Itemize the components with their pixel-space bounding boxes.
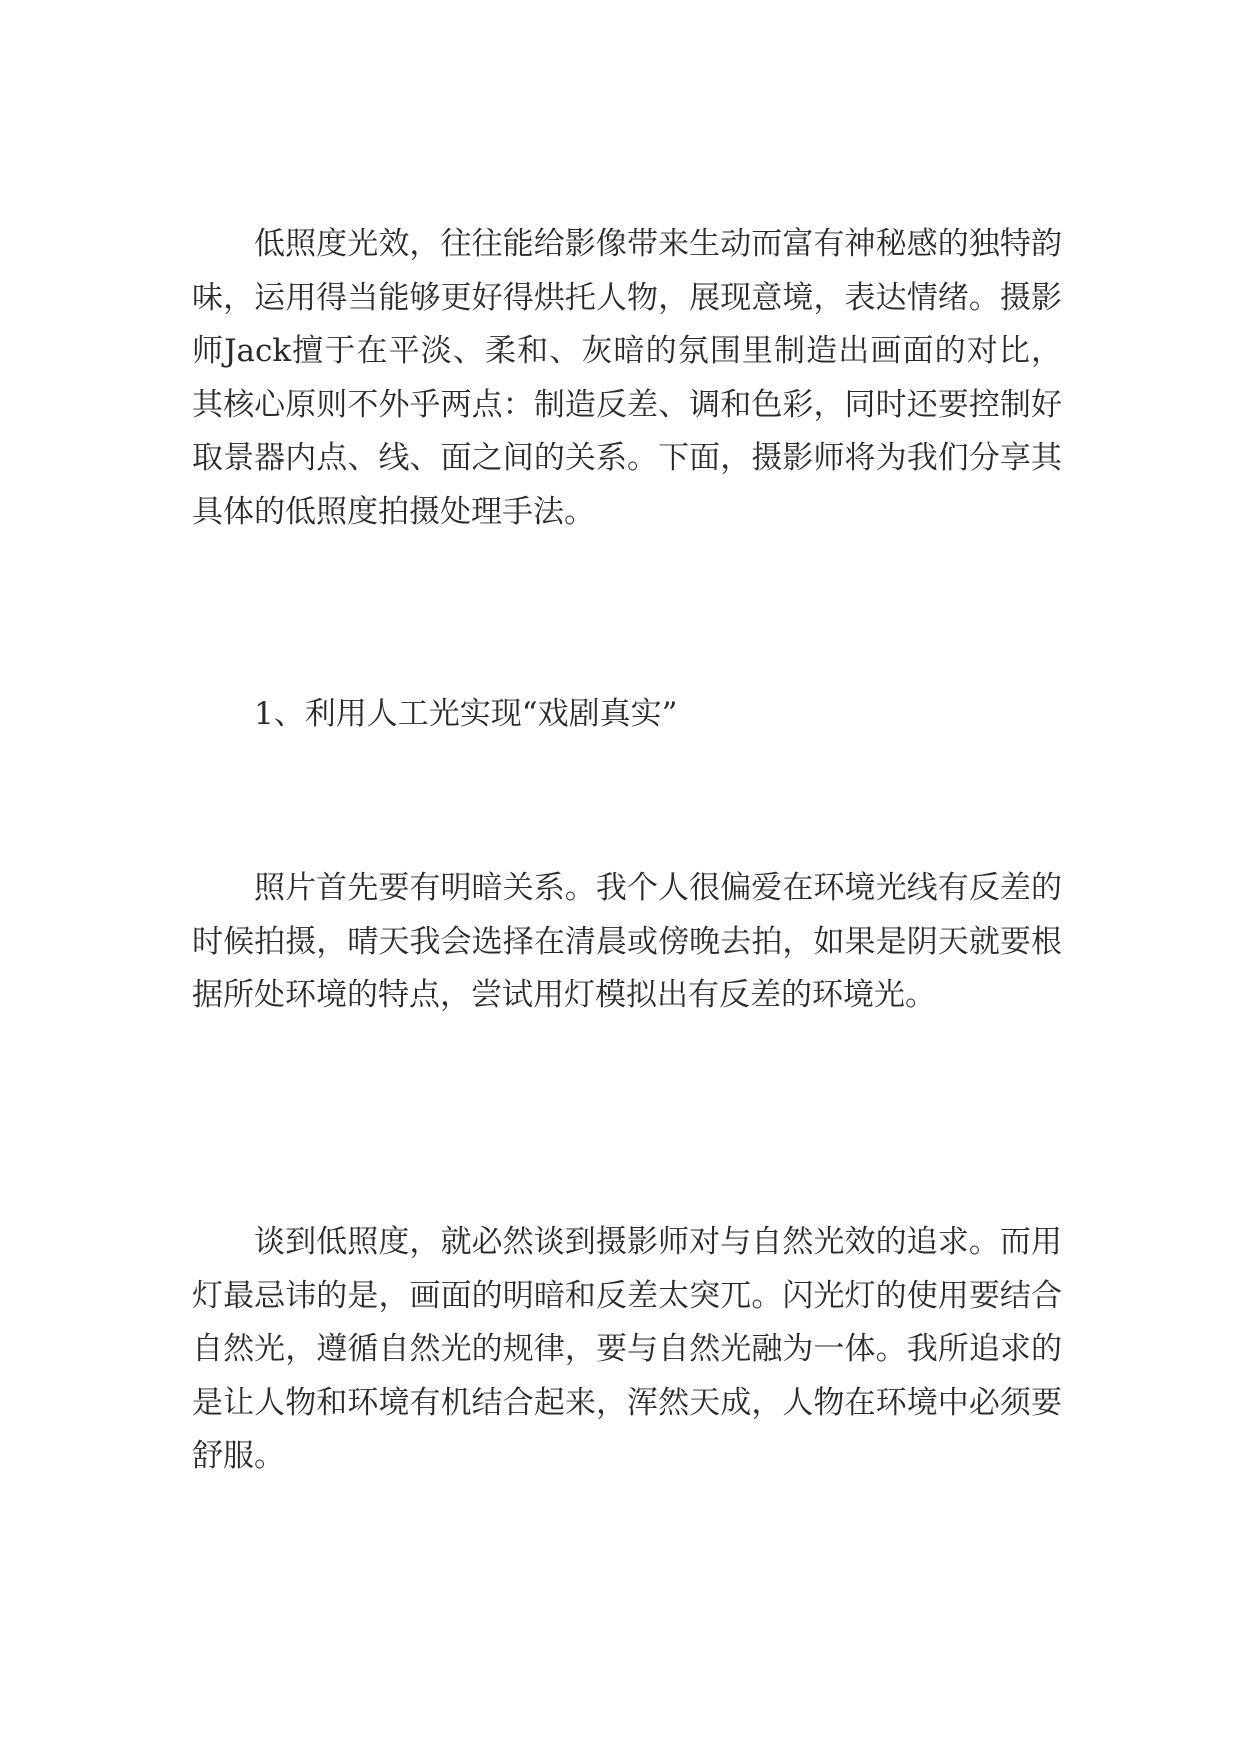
body-paragraph-2: 谈到低照度，就必然谈到摄影师对与自然光效的追求。而用灯最忌讳的是，画面的明暗和反差太突兀。闪光灯的使用要结合自然光，遵循自然光的规律，要与自然光融为一体。我所追求的是让人物和环境有机结合起来，浑然天成，人物在环境中必须要舒服。 — [192, 1224, 1062, 1474]
intro-paragraph: 低照度光效，往往能给影像带来生动而富有神秘感的独特韵味，运用得当能够更好得烘托人物，展现意境，表达情绪。摄影师Jack擅于在平淡、柔和、灰暗的氛围里制造出画面的对比，其核心原则不外乎两点：制造反差、调和色彩，同时还要控制好取景器内点、线、面之间的关系。下面，摄影师将为我们分享其具体的低照度拍摄处理手法。 — [192, 226, 1062, 530]
body-paragraph-1: 照片首先要有明暗关系。我个人很偏爱在环境光线有反差的时候拍摄，晴天我会选择在清晨或傍晚去拍，如果是阴天就要根据所处环境的特点，尝试用灯模拟出有反差的环境光。 — [192, 870, 1062, 1013]
section-heading: 1、利用人工光实现“戏剧真实” — [254, 696, 678, 732]
